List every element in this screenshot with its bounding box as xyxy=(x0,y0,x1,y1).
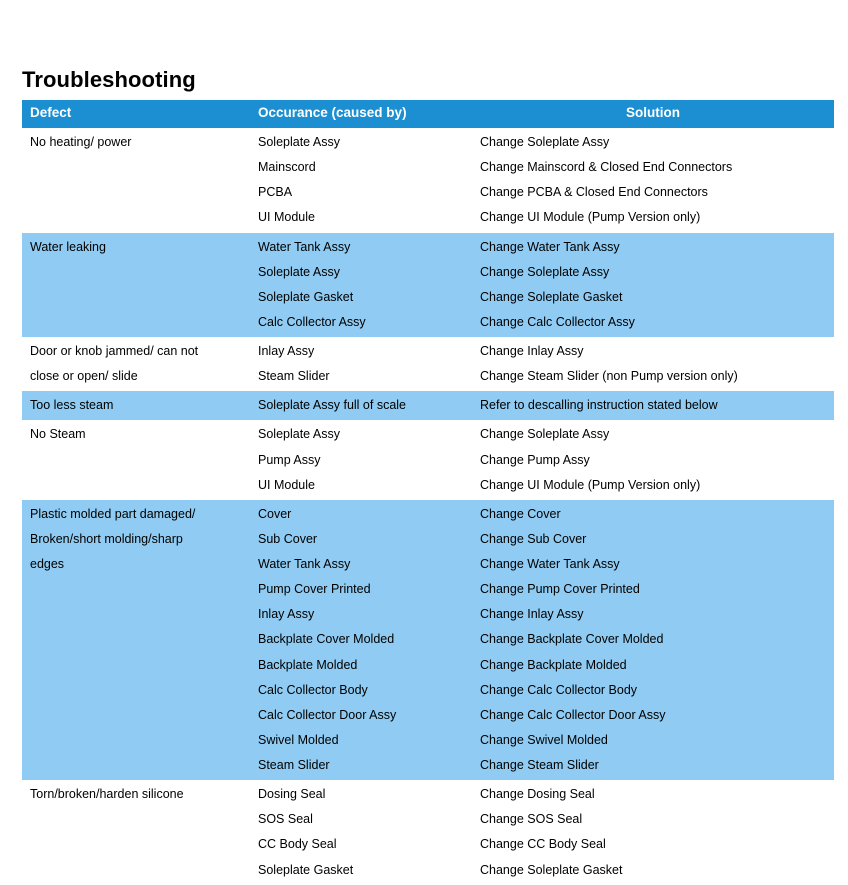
cell-defect xyxy=(22,472,250,500)
cell-defect xyxy=(22,702,250,727)
cell-defect xyxy=(22,155,250,180)
cell-occurrence: Swivel Molded xyxy=(250,727,472,752)
table-row xyxy=(22,309,834,337)
table-row xyxy=(22,284,834,309)
cell-occurrence: Calc Collector Door Assy xyxy=(250,702,472,727)
cell-defect: Door or knob jammed/ can not xyxy=(22,337,250,364)
table-row xyxy=(22,627,834,652)
cell-solution: Change PCBA & Closed End Connectors xyxy=(472,180,834,205)
cell-occurrence: Soleplate Assy xyxy=(250,420,472,447)
column-header-occurrence: Occurance (caused by) xyxy=(250,100,472,128)
cell-defect: No Steam xyxy=(22,420,250,447)
table-row xyxy=(22,807,834,832)
cell-defect: Too less steam xyxy=(22,391,250,420)
cell-solution: Change Cover xyxy=(472,500,834,527)
cell-solution: Change Steam Slider xyxy=(472,753,834,781)
cell-occurrence: UI Module xyxy=(250,205,472,233)
column-header-solution: Solution xyxy=(472,100,834,128)
table-row xyxy=(22,677,834,702)
cell-solution: Change Water Tank Assy xyxy=(472,552,834,577)
cell-defect xyxy=(22,577,250,602)
cell-defect: Torn/broken/harden silicone xyxy=(22,780,250,807)
cell-defect xyxy=(22,602,250,627)
cell-occurrence: Mainscord xyxy=(250,155,472,180)
cell-defect xyxy=(22,627,250,652)
cell-defect: Plastic molded part damaged/ xyxy=(22,500,250,527)
cell-defect xyxy=(22,205,250,233)
cell-solution: Refer to descalling instruction stated below xyxy=(472,391,834,420)
cell-defect xyxy=(22,309,250,337)
cell-defect xyxy=(22,447,250,472)
table-row xyxy=(22,702,834,727)
cell-occurrence: Dosing Seal xyxy=(250,780,472,807)
table-row xyxy=(22,652,834,677)
cell-occurrence: Water Tank Assy xyxy=(250,552,472,577)
cell-defect: close or open/ slide xyxy=(22,364,250,392)
cell-defect xyxy=(22,284,250,309)
table-row xyxy=(22,780,834,807)
cell-solution: Change Steam Slider (non Pump version only) xyxy=(472,364,834,392)
cell-occurrence: Calc Collector Body xyxy=(250,677,472,702)
cell-solution: Change Inlay Assy xyxy=(472,602,834,627)
cell-occurrence: Backplate Molded xyxy=(250,652,472,677)
table-row xyxy=(22,753,834,781)
cell-defect: No heating/ power xyxy=(22,128,250,155)
cell-solution: Change UI Module (Pump Version only) xyxy=(472,472,834,500)
cell-solution: Change Mainscord & Closed End Connectors xyxy=(472,155,834,180)
table-header xyxy=(22,100,834,128)
cell-occurrence: Soleplate Assy xyxy=(250,128,472,155)
table-row xyxy=(22,500,834,527)
cell-solution: Change Calc Collector Body xyxy=(472,677,834,702)
cell-defect xyxy=(22,180,250,205)
table-row xyxy=(22,832,834,857)
cell-occurrence: Soleplate Gasket xyxy=(250,284,472,309)
cell-occurrence: PCBA xyxy=(250,180,472,205)
cell-occurrence: Inlay Assy xyxy=(250,602,472,627)
table-row xyxy=(22,857,834,885)
cell-solution: Change Soleplate Gasket xyxy=(472,284,834,309)
cell-solution: Change Soleplate Assy xyxy=(472,128,834,155)
cell-solution: Change Pump Assy xyxy=(472,447,834,472)
table-row xyxy=(22,128,834,155)
table-row xyxy=(22,472,834,500)
cell-defect xyxy=(22,832,250,857)
cell-solution: Change Pump Cover Printed xyxy=(472,577,834,602)
cell-solution: Change Soleplate Gasket xyxy=(472,857,834,885)
table-row xyxy=(22,259,834,284)
table-row xyxy=(22,180,834,205)
table-row xyxy=(22,552,834,577)
cell-solution: Change Water Tank Assy xyxy=(472,233,834,260)
cell-defect: Broken/short molding/sharp xyxy=(22,526,250,551)
cell-solution: Change Calc Collector Door Assy xyxy=(472,702,834,727)
cell-solution: Change SOS Seal xyxy=(472,807,834,832)
page-title: Troubleshooting xyxy=(22,67,196,92)
table-body xyxy=(22,128,834,885)
cell-occurrence: Backplate Cover Molded xyxy=(250,627,472,652)
cell-occurrence: Soleplate Assy full of scale xyxy=(250,391,472,420)
table-row xyxy=(22,364,834,392)
cell-defect: edges xyxy=(22,552,250,577)
cell-occurrence: Sub Cover xyxy=(250,526,472,551)
cell-solution: Change Backplate Cover Molded xyxy=(472,627,834,652)
cell-occurrence: Cover xyxy=(250,500,472,527)
cell-occurrence: Water Tank Assy xyxy=(250,233,472,260)
cell-defect: Water leaking xyxy=(22,233,250,260)
cell-solution: Change Soleplate Assy xyxy=(472,420,834,447)
cell-occurrence: Soleplate Gasket xyxy=(250,857,472,885)
cell-solution: Change Dosing Seal xyxy=(472,780,834,807)
cell-occurrence: Soleplate Assy xyxy=(250,259,472,284)
table-row xyxy=(22,577,834,602)
cell-occurrence: Calc Collector Assy xyxy=(250,309,472,337)
table-row xyxy=(22,526,834,551)
cell-occurrence: Inlay Assy xyxy=(250,337,472,364)
table-row xyxy=(22,233,834,260)
cell-solution: Change Sub Cover xyxy=(472,526,834,551)
table-row xyxy=(22,447,834,472)
table-row xyxy=(22,205,834,233)
table-header-row xyxy=(22,100,834,128)
cell-defect xyxy=(22,652,250,677)
cell-defect xyxy=(22,753,250,781)
cell-occurrence: Steam Slider xyxy=(250,364,472,392)
cell-defect xyxy=(22,807,250,832)
table-row xyxy=(22,420,834,447)
cell-occurrence: Steam Slider xyxy=(250,753,472,781)
cell-solution: Change Backplate Molded xyxy=(472,652,834,677)
cell-defect xyxy=(22,857,250,885)
cell-occurrence: Pump Cover Printed xyxy=(250,577,472,602)
table-row xyxy=(22,727,834,752)
cell-defect xyxy=(22,727,250,752)
cell-occurrence: CC Body Seal xyxy=(250,832,472,857)
cell-solution: Change CC Body Seal xyxy=(472,832,834,857)
cell-defect xyxy=(22,677,250,702)
cell-solution: Change Inlay Assy xyxy=(472,337,834,364)
cell-occurrence: Pump Assy xyxy=(250,447,472,472)
cell-occurrence: UI Module xyxy=(250,472,472,500)
troubleshooting-table xyxy=(22,100,834,885)
cell-defect xyxy=(22,259,250,284)
table-row xyxy=(22,602,834,627)
cell-solution: Change Calc Collector Assy xyxy=(472,309,834,337)
column-header-defect: Defect xyxy=(22,100,250,128)
table-row xyxy=(22,337,834,364)
cell-solution: Change Swivel Molded xyxy=(472,727,834,752)
cell-solution: Change Soleplate Assy xyxy=(472,259,834,284)
table-row xyxy=(22,155,834,180)
cell-solution: Change UI Module (Pump Version only) xyxy=(472,205,834,233)
table-row xyxy=(22,391,834,420)
cell-occurrence: SOS Seal xyxy=(250,807,472,832)
